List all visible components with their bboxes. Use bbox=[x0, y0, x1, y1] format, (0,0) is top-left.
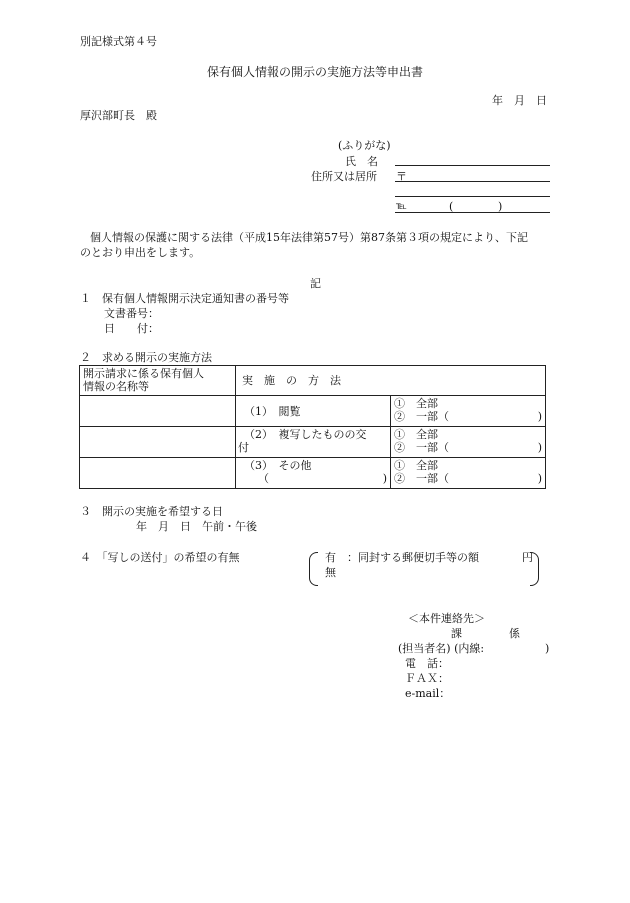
option-all-1[interactable]: ① 全部 bbox=[394, 397, 438, 410]
table-row bbox=[80, 396, 546, 427]
desired-date-line: 年 月 日 午前・午後 bbox=[136, 520, 257, 533]
left-brace bbox=[309, 552, 318, 586]
option-all-3[interactable]: ① 全部 bbox=[394, 459, 438, 472]
method-header-label: 実 施 の 方 法 bbox=[242, 374, 341, 387]
name-input-line[interactable] bbox=[395, 165, 550, 166]
disclosure-method-table bbox=[79, 365, 546, 489]
option-partial-1[interactable] bbox=[394, 410, 542, 423]
option-partial-2-close: ) bbox=[537, 441, 542, 454]
contact-person-label: (担当者名) (内線: bbox=[398, 642, 485, 655]
tel-mark: ℡ bbox=[396, 201, 407, 212]
method-copy-label-1: （2） 複写したものの交 bbox=[244, 428, 367, 441]
option-partial-1-label: ② 一部（ bbox=[394, 410, 449, 423]
method-cell-3 bbox=[236, 458, 391, 489]
option-partial-2-label: ② 一部（ bbox=[394, 441, 449, 454]
intro-line-2: のとおり申出をします。 bbox=[80, 246, 201, 259]
method-copy-label-2: 付 bbox=[238, 441, 249, 454]
info-name-header-line-2: 情報の名称等 bbox=[83, 380, 149, 393]
intro-line-1: 個人情報の保護に関する法律（平成15年法律第57号）第87条第３項の規定により、下記 bbox=[90, 231, 528, 244]
method-cell-2 bbox=[236, 427, 391, 458]
tel-paren-open: ( bbox=[449, 200, 454, 213]
notice-date-label: 日 付： bbox=[104, 322, 159, 335]
mail-copy-no[interactable]: 無 bbox=[325, 566, 336, 579]
info-name-cell-3[interactable] bbox=[80, 458, 236, 489]
furigana-label: (ふりがな) bbox=[338, 139, 391, 152]
section1-heading: １ 保有個人情報開示決定通知書の番号等 bbox=[80, 292, 289, 305]
option-partial-1-close: ) bbox=[537, 410, 542, 423]
option-cell-3 bbox=[391, 458, 546, 489]
option-all-2[interactable]: ① 全部 bbox=[394, 428, 438, 441]
address-input-line-1[interactable] bbox=[395, 181, 550, 182]
method-other-open: （ bbox=[258, 472, 269, 485]
contact-person-close: ) bbox=[545, 642, 550, 655]
form-title: 保有個人情報の開示の実施方法等申出書 bbox=[207, 65, 424, 79]
contact-title: ＜本件連絡先＞ bbox=[408, 612, 485, 625]
document-number-label: 文書番号： bbox=[104, 307, 159, 320]
contact-tel-label: 電 話： bbox=[405, 657, 449, 670]
form-number: 別記様式第４号 bbox=[80, 35, 157, 48]
section2-heading: ２ 求める開示の実施方法 bbox=[80, 351, 212, 364]
info-name-header-line-1: 開示請求に係る保有個人 bbox=[83, 367, 204, 380]
ki-heading: 記 bbox=[310, 277, 321, 290]
tel-paren-close: ) bbox=[498, 200, 503, 213]
name-label: 氏 名 bbox=[345, 155, 378, 168]
method-other-input[interactable] bbox=[244, 472, 387, 485]
method-header bbox=[236, 366, 546, 396]
yen-label: 円 bbox=[522, 551, 533, 564]
option-partial-3-label: ② 一部（ bbox=[394, 472, 449, 485]
table-row bbox=[80, 427, 546, 458]
postal-mark: 〒 bbox=[396, 170, 407, 183]
table-header-row bbox=[80, 366, 546, 396]
address-input-line-2[interactable] bbox=[395, 196, 550, 197]
method-other-label: （3） その他 bbox=[244, 459, 312, 472]
addressee: 厚沢部町長 殿 bbox=[80, 109, 157, 122]
option-partial-3[interactable] bbox=[394, 472, 542, 485]
method-other-close: ) bbox=[382, 472, 387, 485]
mail-copy-yes[interactable]: 有 ：同封する郵便切手等の額 bbox=[325, 551, 479, 564]
option-partial-3-close: ) bbox=[537, 472, 542, 485]
section4-heading: ４ 「写しの送付」の希望の有無 bbox=[80, 551, 240, 564]
table-row bbox=[80, 458, 546, 489]
address-label: 住所又は居所 bbox=[311, 170, 377, 183]
option-cell-2 bbox=[391, 427, 546, 458]
method-view-label: （1） 閲覧 bbox=[244, 404, 301, 418]
info-name-cell-2[interactable] bbox=[80, 427, 236, 458]
section3-heading: ３ 開示の実施を希望する日 bbox=[80, 505, 223, 518]
option-partial-2[interactable] bbox=[394, 441, 542, 454]
contact-email-label: e-mail： bbox=[405, 687, 451, 700]
tel-input-line[interactable] bbox=[395, 212, 550, 213]
method-cell-1 bbox=[236, 396, 391, 427]
section-ka-label: 課 bbox=[451, 627, 462, 640]
info-name-cell-1[interactable] bbox=[80, 396, 236, 427]
section-kakari-label: 係 bbox=[509, 627, 520, 640]
info-name-header bbox=[80, 366, 236, 396]
submission-date: 年 月 日 bbox=[492, 94, 547, 107]
contact-fax-label: ＦＡＸ： bbox=[405, 672, 449, 685]
right-brace bbox=[530, 552, 539, 586]
option-cell-1 bbox=[391, 396, 546, 427]
